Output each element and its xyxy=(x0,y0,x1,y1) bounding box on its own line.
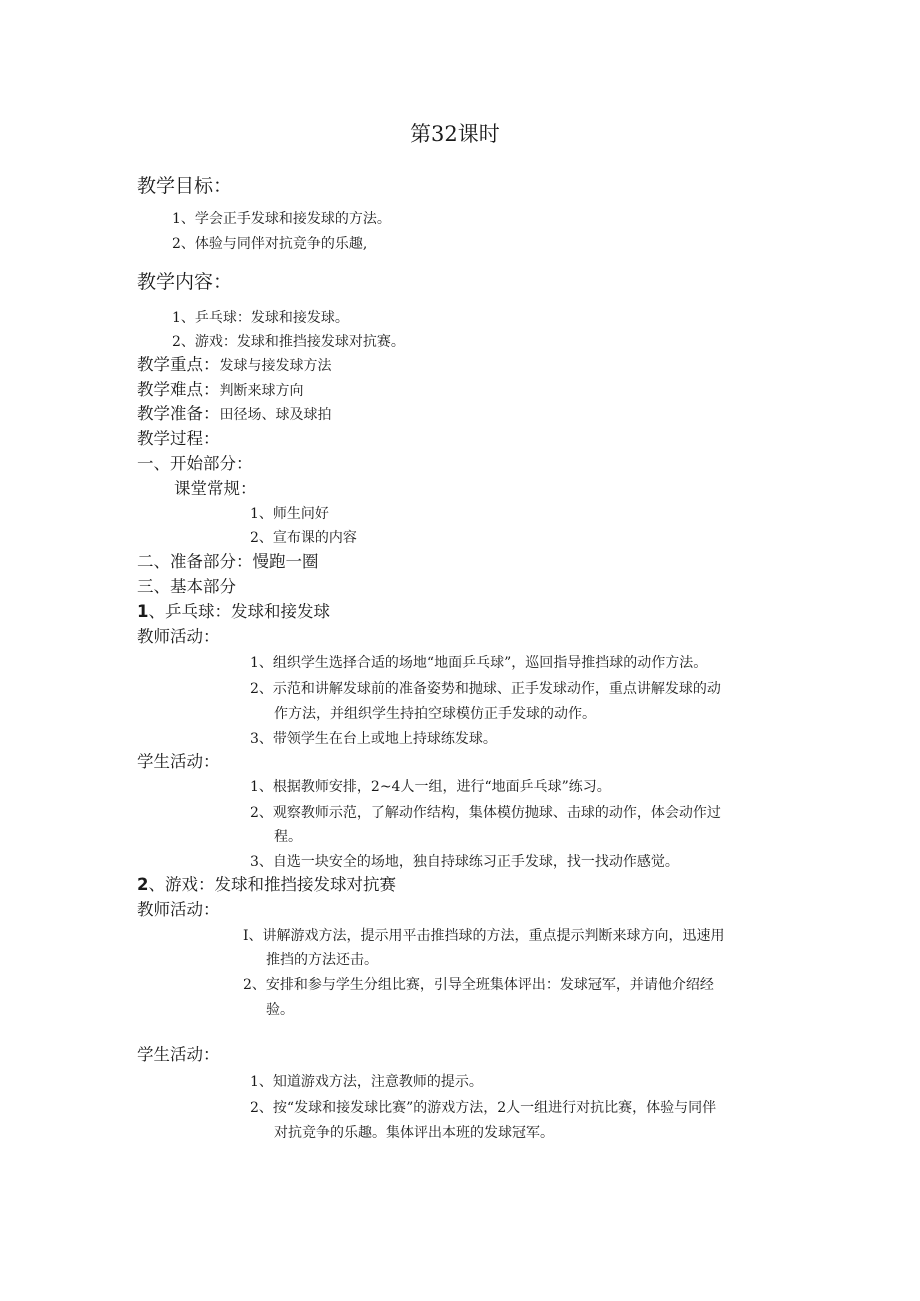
info-value: 发球与接发球方法 xyxy=(219,358,332,374)
objectives-heading: 教学目标： xyxy=(137,175,233,197)
teacher-activity-item-cont: 推挡的方法还击。 xyxy=(266,952,378,968)
info-row-focus xyxy=(137,357,332,374)
section2-heading xyxy=(137,877,396,894)
teacher-activity-item-cont: 验。 xyxy=(266,1002,294,1018)
objective-item: 1、学会正手发球和接发球的方法。 xyxy=(172,211,391,227)
content-item: 2、游戏：发球和推挡接发球对抗赛。 xyxy=(172,334,405,350)
teacher-activity-item: 3、带领学生在台上或地上持球练发球。 xyxy=(250,731,497,747)
section1-heading xyxy=(137,604,330,621)
teacher-activity-item: 2、安排和参与学生分组比赛，引导全班集体评出：发球冠军，并请他介绍经 xyxy=(243,977,714,993)
info-row-preparation xyxy=(137,406,332,423)
part1-item: 1、师生问好 xyxy=(250,506,329,522)
teacher-activity-item: 1、组织学生选择合适的场地“地面乒乓球”，巡回指导推挡球的动作方法。 xyxy=(250,655,708,671)
info-label: 教学难点： xyxy=(137,380,220,399)
info-row-difficulty xyxy=(137,382,304,399)
teacher-activity-heading: 教师活动： xyxy=(137,900,220,919)
info-value: 田径场、球及球拍 xyxy=(219,407,332,423)
teacher-activity-item: 2、示范和讲解发球前的准备姿势和抛球、正手发球动作，重点讲解发球的动 xyxy=(250,681,721,697)
section-title: 、乒乓球：发球和接发球 xyxy=(148,602,330,621)
student-activity-item-cont: 程。 xyxy=(274,829,302,845)
teacher-activity-item-cont: 作方法，并组织学生持拍空球模仿正手发球的动作。 xyxy=(274,706,596,722)
content-heading: 教学内容： xyxy=(137,271,233,293)
process-heading: 教学过程： xyxy=(137,429,220,448)
student-activity-item: 2、按“发球和接发球比赛”的游戏方法，2人一组进行对抗比赛，体验与同伴 xyxy=(250,1100,717,1116)
student-activity-heading: 学生活动： xyxy=(137,752,220,771)
section-number: 1 xyxy=(137,602,149,621)
student-activity-item: 1、知道游戏方法，注意教师的提示。 xyxy=(250,1074,483,1090)
student-activity-item-cont: 对抗竞争的乐趣。集体评出本班的发球冠军。 xyxy=(274,1125,554,1141)
objective-item: 2、体验与同伴对抗竞争的乐趣, xyxy=(172,236,368,252)
info-value: 判断来球方向 xyxy=(219,383,304,399)
teacher-activity-item: I、讲解游戏方法，提示用平击推挡球的方法，重点提示判断来球方向，迅速用 xyxy=(243,928,725,944)
student-activity-item: 1、根据教师安排，2~4人一组，进行“地面乒乓球”练习。 xyxy=(250,779,611,795)
student-activity-heading: 学生活动： xyxy=(137,1045,220,1064)
teacher-activity-heading: 教师活动： xyxy=(137,627,220,646)
student-activity-item: 2、观察教师示范，了解动作结构，集体模仿抛球、击球的动作，体会动作过 xyxy=(250,805,721,821)
part1-heading: 一、开始部分： xyxy=(137,454,253,473)
section-number: 2 xyxy=(137,875,149,894)
page-title: 第32课时 xyxy=(410,122,500,146)
section-title: 、游戏：发球和推挡接发球对抗赛 xyxy=(148,875,396,894)
student-activity-item: 3、自选一块安全的场地，独自持球练习正手发球，找一找动作感觉。 xyxy=(250,854,679,870)
info-label: 教学重点： xyxy=(137,355,220,374)
part2-heading: 二、准备部分：慢跑一圈 xyxy=(137,552,319,571)
info-label: 教学准备： xyxy=(137,404,220,423)
part1-subheading: 课堂常规： xyxy=(174,479,257,498)
part1-item: 2、宣布课的内容 xyxy=(250,530,357,546)
content-item: 1、乒乓球：发球和接发球。 xyxy=(172,310,349,326)
part3-heading: 三、基本部分 xyxy=(137,577,236,596)
